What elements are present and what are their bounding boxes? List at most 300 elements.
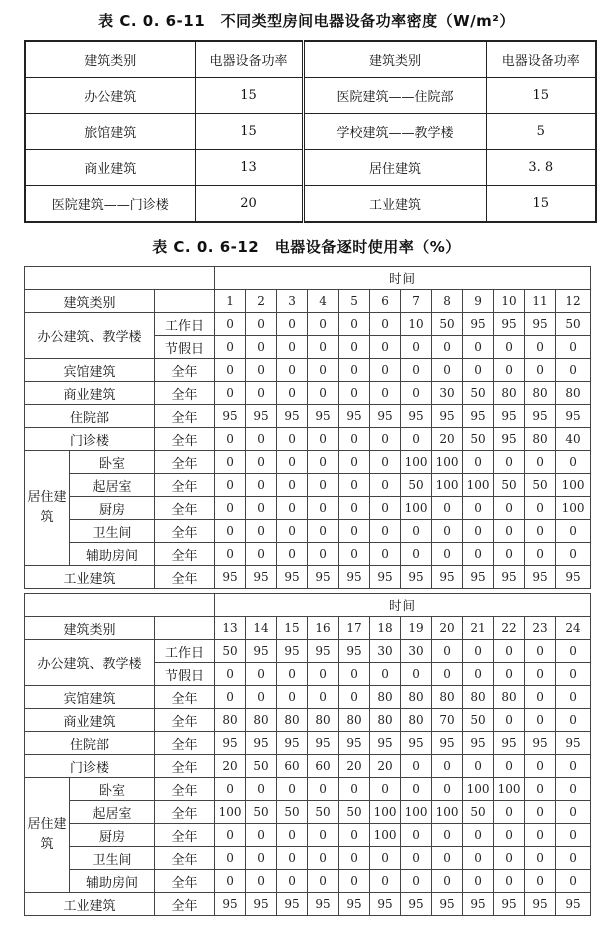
residential-label: 居住建筑 bbox=[25, 451, 70, 566]
value-cell: 0 bbox=[308, 497, 339, 520]
table-row bbox=[25, 709, 591, 732]
usage-rate-table-hours-1-12 bbox=[24, 266, 591, 589]
value-cell: 0 bbox=[215, 497, 246, 520]
value-cell: 0 bbox=[339, 663, 370, 686]
value-cell: 0 bbox=[246, 824, 277, 847]
value-cell: 0 bbox=[339, 359, 370, 382]
value-cell: 0 bbox=[370, 336, 401, 359]
value-cell: 95 bbox=[246, 893, 277, 916]
value-cell: 0 bbox=[215, 474, 246, 497]
hour-cell: 21 bbox=[463, 617, 494, 640]
hour-cell: 12 bbox=[556, 290, 591, 313]
bathroom-label: 卫生间 bbox=[70, 847, 155, 870]
value-cell: 0 bbox=[308, 847, 339, 870]
bedroom-label: 卧室 bbox=[70, 451, 155, 474]
value-cell: 100 bbox=[370, 824, 401, 847]
value-cell: 0 bbox=[308, 824, 339, 847]
value-cell: 0 bbox=[432, 497, 463, 520]
time-header: 时间 bbox=[215, 267, 591, 290]
table-row bbox=[25, 382, 591, 405]
value-cell: 95 bbox=[277, 405, 308, 428]
hour-cell: 17 bbox=[339, 617, 370, 640]
value-cell: 0 bbox=[370, 497, 401, 520]
table-row bbox=[25, 359, 591, 382]
value-cell: 80 bbox=[432, 686, 463, 709]
table-header-row bbox=[25, 41, 596, 78]
value-cell: 0 bbox=[494, 359, 525, 382]
value-cell: 5 bbox=[486, 114, 596, 150]
value-cell: 80 bbox=[215, 709, 246, 732]
value-cell: 80 bbox=[370, 709, 401, 732]
table-row bbox=[25, 428, 591, 451]
value-cell: 0 bbox=[370, 313, 401, 336]
hotel-label: 宾馆建筑 bbox=[25, 359, 155, 382]
value-cell: 0 bbox=[556, 686, 591, 709]
value-cell: 0 bbox=[556, 663, 591, 686]
value-cell: 0 bbox=[401, 870, 432, 893]
value-cell: 20 bbox=[432, 428, 463, 451]
category-cell: 工业建筑 bbox=[303, 186, 486, 223]
table-row bbox=[25, 313, 591, 336]
value-cell: 95 bbox=[277, 893, 308, 916]
value-cell: 95 bbox=[308, 566, 339, 589]
value-cell: 80 bbox=[401, 709, 432, 732]
value-cell: 95 bbox=[401, 566, 432, 589]
value-cell: 15 bbox=[195, 78, 303, 114]
table2-caption: 表 C. 0. 6-12 电器设备逐时使用率（%） bbox=[152, 238, 461, 256]
all-year-label: 全年 bbox=[155, 732, 215, 755]
value-cell: 0 bbox=[525, 824, 556, 847]
value-cell: 50 bbox=[339, 801, 370, 824]
bedroom-label: 卧室 bbox=[70, 778, 155, 801]
holiday-label: 节假日 bbox=[155, 663, 215, 686]
value-cell: 15 bbox=[486, 186, 596, 223]
value-cell: 0 bbox=[215, 520, 246, 543]
value-cell: 0 bbox=[370, 870, 401, 893]
value-cell: 0 bbox=[556, 451, 591, 474]
category-cell: 旅馆建筑 bbox=[25, 114, 195, 150]
value-cell: 0 bbox=[525, 801, 556, 824]
value-cell: 95 bbox=[277, 732, 308, 755]
value-cell: 100 bbox=[432, 451, 463, 474]
value-cell: 95 bbox=[494, 405, 525, 428]
value-cell: 0 bbox=[401, 428, 432, 451]
value-cell: 20 bbox=[215, 755, 246, 778]
value-cell: 0 bbox=[494, 336, 525, 359]
value-cell: 0 bbox=[246, 336, 277, 359]
value-cell: 30 bbox=[401, 640, 432, 663]
value-cell: 0 bbox=[215, 313, 246, 336]
hour-cell: 19 bbox=[401, 617, 432, 640]
value-cell: 95 bbox=[277, 640, 308, 663]
value-cell: 50 bbox=[463, 382, 494, 405]
value-cell: 95 bbox=[525, 732, 556, 755]
value-cell: 0 bbox=[246, 382, 277, 405]
value-cell: 0 bbox=[556, 824, 591, 847]
value-cell: 80 bbox=[494, 382, 525, 405]
value-cell: 100 bbox=[463, 474, 494, 497]
value-cell: 0 bbox=[339, 382, 370, 405]
value-cell: 0 bbox=[556, 778, 591, 801]
hour-cell: 22 bbox=[494, 617, 525, 640]
bathroom-label: 卫生间 bbox=[70, 520, 155, 543]
value-cell: 50 bbox=[494, 474, 525, 497]
value-cell: 0 bbox=[277, 870, 308, 893]
value-cell: 0 bbox=[308, 474, 339, 497]
value-cell: 0 bbox=[463, 640, 494, 663]
hour-cell: 7 bbox=[401, 290, 432, 313]
value-cell: 0 bbox=[401, 336, 432, 359]
value-cell: 0 bbox=[215, 336, 246, 359]
value-cell: 100 bbox=[401, 451, 432, 474]
header-power: 电器设备功率 bbox=[486, 41, 596, 78]
value-cell: 95 bbox=[463, 405, 494, 428]
table-row bbox=[25, 78, 596, 114]
value-cell: 0 bbox=[494, 847, 525, 870]
value-cell: 0 bbox=[463, 336, 494, 359]
value-cell: 95 bbox=[556, 566, 591, 589]
value-cell: 0 bbox=[494, 870, 525, 893]
value-cell: 0 bbox=[401, 824, 432, 847]
value-cell: 0 bbox=[277, 313, 308, 336]
holiday-label: 节假日 bbox=[155, 336, 215, 359]
value-cell: 0 bbox=[494, 824, 525, 847]
value-cell: 0 bbox=[308, 520, 339, 543]
value-cell: 0 bbox=[215, 663, 246, 686]
power-density-table bbox=[24, 40, 597, 223]
value-cell: 0 bbox=[401, 359, 432, 382]
value-cell: 100 bbox=[432, 474, 463, 497]
value-cell: 0 bbox=[277, 543, 308, 566]
hour-cell: 20 bbox=[432, 617, 463, 640]
table-row bbox=[25, 150, 596, 186]
value-cell: 30 bbox=[432, 382, 463, 405]
category-header: 建筑类别 bbox=[25, 290, 155, 313]
value-cell: 95 bbox=[308, 893, 339, 916]
table1-caption: 表 C. 0. 6-11 不同类型房间电器设备功率密度（W/m²） bbox=[98, 12, 515, 30]
table-row bbox=[25, 520, 591, 543]
table-row bbox=[25, 778, 591, 801]
value-cell: 60 bbox=[308, 755, 339, 778]
value-cell: 10 bbox=[401, 313, 432, 336]
category-cell: 办公建筑 bbox=[25, 78, 195, 114]
value-cell: 0 bbox=[525, 686, 556, 709]
commercial-label: 商业建筑 bbox=[25, 382, 155, 405]
value-cell: 95 bbox=[556, 405, 591, 428]
value-cell: 20 bbox=[370, 755, 401, 778]
value-cell: 95 bbox=[339, 405, 370, 428]
table-row bbox=[25, 186, 596, 223]
hour-cell: 6 bbox=[370, 290, 401, 313]
value-cell: 80 bbox=[339, 709, 370, 732]
value-cell: 80 bbox=[525, 382, 556, 405]
value-cell: 0 bbox=[370, 847, 401, 870]
value-cell: 0 bbox=[401, 520, 432, 543]
value-cell: 95 bbox=[401, 732, 432, 755]
value-cell: 95 bbox=[525, 313, 556, 336]
value-cell: 100 bbox=[494, 778, 525, 801]
value-cell: 50 bbox=[215, 640, 246, 663]
value-cell: 0 bbox=[277, 336, 308, 359]
all-year-label: 全年 bbox=[155, 428, 215, 451]
value-cell: 95 bbox=[246, 640, 277, 663]
value-cell: 0 bbox=[401, 663, 432, 686]
value-cell: 0 bbox=[463, 451, 494, 474]
value-cell: 0 bbox=[215, 870, 246, 893]
value-cell: 95 bbox=[246, 732, 277, 755]
workday-label: 工作日 bbox=[155, 313, 215, 336]
category-cell: 居住建筑 bbox=[303, 150, 486, 186]
value-cell: 0 bbox=[308, 359, 339, 382]
value-cell: 0 bbox=[494, 520, 525, 543]
value-cell: 30 bbox=[370, 640, 401, 663]
table-row bbox=[25, 824, 591, 847]
value-cell: 0 bbox=[494, 663, 525, 686]
value-cell: 95 bbox=[525, 405, 556, 428]
hour-cell: 18 bbox=[370, 617, 401, 640]
value-cell: 0 bbox=[556, 640, 591, 663]
value-cell: 0 bbox=[246, 497, 277, 520]
value-cell: 0 bbox=[308, 686, 339, 709]
value-cell: 0 bbox=[339, 543, 370, 566]
value-cell: 0 bbox=[215, 359, 246, 382]
value-cell: 0 bbox=[246, 520, 277, 543]
value-cell: 0 bbox=[463, 824, 494, 847]
inpatient-label: 住院部 bbox=[25, 732, 155, 755]
value-cell: 95 bbox=[370, 893, 401, 916]
value-cell: 0 bbox=[277, 663, 308, 686]
hour-cell: 5 bbox=[339, 290, 370, 313]
value-cell: 0 bbox=[463, 870, 494, 893]
value-cell: 0 bbox=[432, 359, 463, 382]
hour-row bbox=[25, 290, 591, 313]
value-cell: 80 bbox=[401, 686, 432, 709]
value-cell: 0 bbox=[432, 824, 463, 847]
table-row bbox=[25, 497, 591, 520]
value-cell: 95 bbox=[370, 732, 401, 755]
all-year-label: 全年 bbox=[155, 870, 215, 893]
outpatient-label: 门诊楼 bbox=[25, 755, 155, 778]
value-cell: 0 bbox=[525, 778, 556, 801]
header-category: 建筑类别 bbox=[303, 41, 486, 78]
value-cell: 0 bbox=[370, 382, 401, 405]
value-cell: 0 bbox=[308, 778, 339, 801]
value-cell: 95 bbox=[277, 566, 308, 589]
value-cell: 0 bbox=[339, 824, 370, 847]
value-cell: 95 bbox=[463, 893, 494, 916]
value-cell: 95 bbox=[215, 405, 246, 428]
value-cell: 0 bbox=[215, 451, 246, 474]
blank-cell bbox=[155, 290, 215, 313]
all-year-label: 全年 bbox=[155, 520, 215, 543]
value-cell: 100 bbox=[556, 474, 591, 497]
category-cell: 商业建筑 bbox=[25, 150, 195, 186]
value-cell: 0 bbox=[339, 497, 370, 520]
value-cell: 0 bbox=[246, 313, 277, 336]
all-year-label: 全年 bbox=[155, 474, 215, 497]
hour-cell: 11 bbox=[525, 290, 556, 313]
value-cell: 0 bbox=[277, 686, 308, 709]
value-cell: 70 bbox=[432, 709, 463, 732]
value-cell: 50 bbox=[246, 801, 277, 824]
value-cell: 0 bbox=[556, 359, 591, 382]
value-cell: 0 bbox=[215, 686, 246, 709]
hour-cell: 16 bbox=[308, 617, 339, 640]
time-header-row bbox=[25, 594, 591, 617]
value-cell: 95 bbox=[215, 893, 246, 916]
all-year-label: 全年 bbox=[155, 778, 215, 801]
all-year-label: 全年 bbox=[155, 801, 215, 824]
value-cell: 0 bbox=[401, 382, 432, 405]
value-cell: 0 bbox=[277, 824, 308, 847]
value-cell: 0 bbox=[246, 359, 277, 382]
kitchen-label: 厨房 bbox=[70, 824, 155, 847]
hour-cell: 24 bbox=[556, 617, 591, 640]
value-cell: 80 bbox=[370, 686, 401, 709]
value-cell: 0 bbox=[308, 428, 339, 451]
value-cell: 0 bbox=[246, 451, 277, 474]
value-cell: 95 bbox=[401, 893, 432, 916]
value-cell: 0 bbox=[525, 755, 556, 778]
category-cell: 医院建筑——住院部 bbox=[303, 78, 486, 114]
value-cell: 0 bbox=[494, 543, 525, 566]
table-row bbox=[25, 870, 591, 893]
value-cell: 0 bbox=[277, 359, 308, 382]
value-cell: 0 bbox=[556, 755, 591, 778]
value-cell: 100 bbox=[556, 497, 591, 520]
auxiliary-label: 辅助房间 bbox=[70, 870, 155, 893]
value-cell: 0 bbox=[339, 451, 370, 474]
value-cell: 95 bbox=[215, 566, 246, 589]
value-cell: 95 bbox=[432, 566, 463, 589]
value-cell: 80 bbox=[308, 709, 339, 732]
value-cell: 0 bbox=[308, 336, 339, 359]
value-cell: 0 bbox=[246, 847, 277, 870]
usage-rate-table-hours-13-24 bbox=[24, 593, 591, 916]
value-cell: 95 bbox=[432, 732, 463, 755]
time-header: 时间 bbox=[215, 594, 591, 617]
value-cell: 0 bbox=[339, 520, 370, 543]
value-cell: 0 bbox=[525, 640, 556, 663]
value-cell: 50 bbox=[432, 313, 463, 336]
value-cell: 0 bbox=[215, 382, 246, 405]
value-cell: 0 bbox=[370, 359, 401, 382]
value-cell: 95 bbox=[339, 732, 370, 755]
value-cell: 0 bbox=[370, 474, 401, 497]
value-cell: 95 bbox=[246, 566, 277, 589]
value-cell: 0 bbox=[463, 497, 494, 520]
value-cell: 0 bbox=[277, 520, 308, 543]
table-row bbox=[25, 566, 591, 589]
industrial-label: 工业建筑 bbox=[25, 566, 155, 589]
value-cell: 95 bbox=[432, 405, 463, 428]
value-cell: 0 bbox=[308, 663, 339, 686]
value-cell: 0 bbox=[525, 359, 556, 382]
value-cell: 0 bbox=[463, 663, 494, 686]
value-cell: 0 bbox=[432, 755, 463, 778]
table-row bbox=[25, 640, 591, 663]
value-cell: 0 bbox=[494, 640, 525, 663]
all-year-label: 全年 bbox=[155, 709, 215, 732]
value-cell: 50 bbox=[401, 474, 432, 497]
value-cell: 0 bbox=[432, 870, 463, 893]
value-cell: 0 bbox=[277, 847, 308, 870]
value-cell: 0 bbox=[556, 543, 591, 566]
value-cell: 100 bbox=[432, 801, 463, 824]
value-cell: 0 bbox=[525, 709, 556, 732]
value-cell: 95 bbox=[308, 732, 339, 755]
kitchen-label: 厨房 bbox=[70, 497, 155, 520]
table-row bbox=[25, 755, 591, 778]
value-cell: 50 bbox=[463, 428, 494, 451]
value-cell: 80 bbox=[556, 382, 591, 405]
header-category: 建筑类别 bbox=[25, 41, 195, 78]
inpatient-label: 住院部 bbox=[25, 405, 155, 428]
value-cell: 50 bbox=[556, 313, 591, 336]
value-cell: 0 bbox=[432, 336, 463, 359]
value-cell: 95 bbox=[401, 405, 432, 428]
living-room-label: 起居室 bbox=[70, 801, 155, 824]
value-cell: 0 bbox=[246, 870, 277, 893]
table-row bbox=[25, 405, 591, 428]
hour-cell: 14 bbox=[246, 617, 277, 640]
table-row bbox=[25, 451, 591, 474]
value-cell: 0 bbox=[370, 663, 401, 686]
header-power: 电器设备功率 bbox=[195, 41, 303, 78]
value-cell: 95 bbox=[370, 405, 401, 428]
value-cell: 40 bbox=[556, 428, 591, 451]
value-cell: 0 bbox=[401, 755, 432, 778]
hour-cell: 3 bbox=[277, 290, 308, 313]
value-cell: 95 bbox=[494, 893, 525, 916]
value-cell: 0 bbox=[246, 428, 277, 451]
all-year-label: 全年 bbox=[155, 497, 215, 520]
hour-cell: 2 bbox=[246, 290, 277, 313]
value-cell: 0 bbox=[339, 686, 370, 709]
value-cell: 0 bbox=[556, 709, 591, 732]
value-cell: 0 bbox=[494, 497, 525, 520]
category-cell: 医院建筑——门诊楼 bbox=[25, 186, 195, 223]
value-cell: 0 bbox=[525, 870, 556, 893]
value-cell: 95 bbox=[215, 732, 246, 755]
value-cell: 0 bbox=[525, 336, 556, 359]
table-row bbox=[25, 847, 591, 870]
living-room-label: 起居室 bbox=[70, 474, 155, 497]
value-cell: 95 bbox=[463, 313, 494, 336]
value-cell: 0 bbox=[401, 778, 432, 801]
value-cell: 0 bbox=[215, 428, 246, 451]
value-cell: 3. 8 bbox=[486, 150, 596, 186]
value-cell: 50 bbox=[308, 801, 339, 824]
value-cell: 0 bbox=[494, 451, 525, 474]
value-cell: 0 bbox=[246, 543, 277, 566]
value-cell: 0 bbox=[277, 778, 308, 801]
blank-corner bbox=[25, 594, 215, 617]
value-cell: 50 bbox=[246, 755, 277, 778]
value-cell: 0 bbox=[525, 520, 556, 543]
value-cell: 95 bbox=[494, 732, 525, 755]
office-school-label: 办公建筑、教学楼 bbox=[25, 640, 155, 686]
value-cell: 0 bbox=[463, 359, 494, 382]
time-header-row bbox=[25, 267, 591, 290]
value-cell: 13 bbox=[195, 150, 303, 186]
industrial-label: 工业建筑 bbox=[25, 893, 155, 916]
value-cell: 0 bbox=[556, 336, 591, 359]
all-year-label: 全年 bbox=[155, 566, 215, 589]
value-cell: 0 bbox=[494, 709, 525, 732]
value-cell: 0 bbox=[246, 474, 277, 497]
value-cell: 0 bbox=[246, 663, 277, 686]
